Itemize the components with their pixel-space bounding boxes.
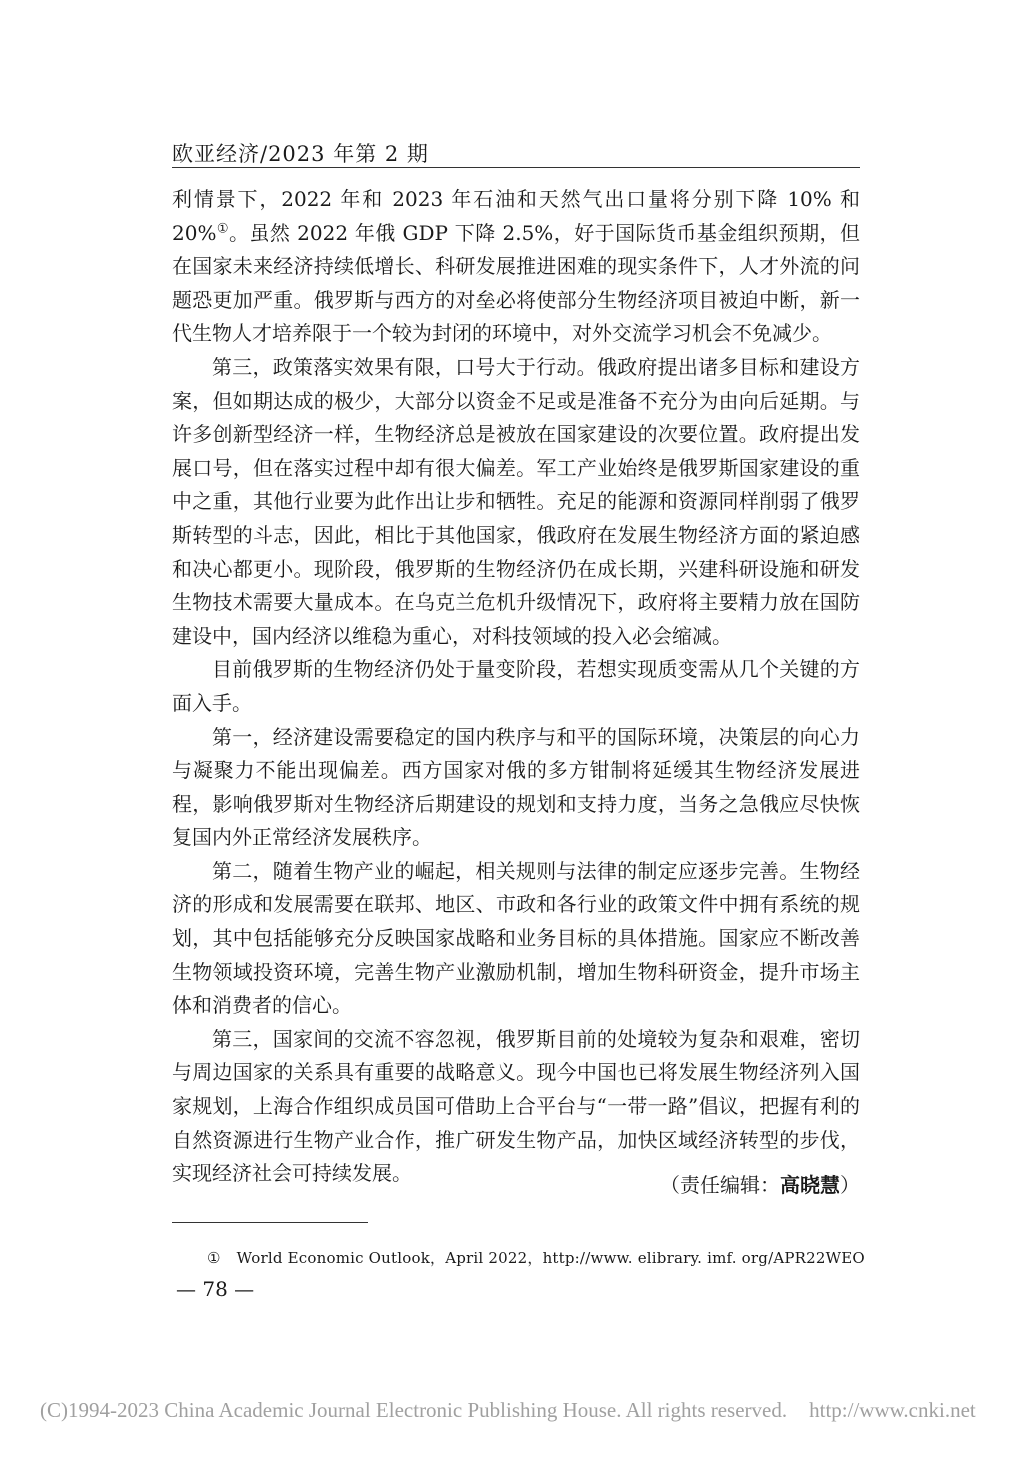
copyright-watermark	[40, 1398, 1000, 1423]
paragraph-4: 第一，经济建设需要稳定的国内秩序与和平的国际环境，决策层的向心力与凝聚力不能出现偏差。西方国家对俄的多方钳制将延缓其生物经济发展进程，影响俄罗斯对生物经济后期建设的规划和支持力度，当务之急俄应尽快恢复国内外正常经济发展秩序。	[172, 724, 860, 850]
copyright-url[interactable]: http://www.cnki.net	[809, 1398, 976, 1422]
paragraph-6: 第三，国家间的交流不容忽视，俄罗斯目前的处境较为复杂和艰难，密切与周边国家的关系具有重要的战略意义。现今中国也已将发展生物经济列入国家规划，上海合作组织成员国可借助上合平台与“一带一路”倡议，把握有利的自然资源进行生物产业合作，推广研发生物产品，加快区域经济转型的步伐，实现经济社会可持续发展。	[172, 1026, 860, 1186]
page-number: — 78 —	[176, 1277, 255, 1301]
paragraph-1	[172, 183, 860, 351]
responsible-editor	[660, 1169, 860, 1198]
copyright-text: (C)1994-2023 China Academic Journal Electronic Publishing House. All rights reserved.	[40, 1398, 788, 1422]
editor-name: 高晓慧	[780, 1173, 840, 1197]
footnote-rule	[172, 1222, 368, 1223]
paragraph-1-text-before: 利情景下，2022 年和 2023 年石油和天然气出口量将分别下降 10% 和 20%	[172, 187, 860, 245]
editor-suffix: ）	[840, 1173, 860, 1197]
paragraph-2: 第三，政策落实效果有限，口号大于行动。俄政府提出诸多目标和建设方案，但如期达成的极少，大部分以资金不足或是准备不充分为由向后延期。与许多创新型经济一样，生物经济总是被放在国家建设的次要位置。政府提出发展口号，但在落实过程中却有很大偏差。军工产业始终是俄罗斯国家建设的重中之重，其他行业要为此作出让步和牺牲。充足的能源和资源同样削弱了俄罗斯转型的斗志，因此，相比于其他国家，俄政府在发展生物经济方面的紧迫感和决心都更小。现阶段，俄罗斯的生物经济仍在成长期，兴建科研设施和研发生物技术需要大量成本。在乌克兰危机升级情况下，政府将主要精力放在国防建设中，国内经济以维稳为重心，对科技领域的投入必会缩减。	[172, 354, 860, 648]
running-header: 欧亚经济/2023 年第 2 期	[172, 142, 429, 166]
footnote-1	[207, 1247, 865, 1268]
header-rule	[172, 167, 860, 168]
footnote-text: World Economic Outlook，April 2022，http://www. elibrary. imf. org/APR22WEO	[236, 1249, 865, 1267]
footnote-ref-1[interactable]: ①	[216, 220, 229, 236]
paragraph-3: 目前俄罗斯的生物经济仍处于量变阶段，若想实现质变需从几个关键的方面入手。	[172, 657, 860, 715]
footnote-mark: ①	[207, 1249, 221, 1267]
editor-prefix: （责任编辑：	[660, 1173, 780, 1197]
paragraph-1-text-after: 。虽然 2022 年俄 GDP 下降 2.5%，好于国际货币基金组织预期，但在国家未来经济持续低增长、科研发展推进困难的现实条件下，人才外流的问题恐更加严重。俄罗斯与西方的对垒必将使部分生物经济项目被迫中断，新一代生物人才培养限于一个较为封闭的环境中，对外交流学习机会不免减少。	[172, 220, 860, 346]
paragraph-5: 第二，随着生物产业的崛起，相关规则与法律的制定应逐步完善。生物经济的形成和发展需要在联邦、地区、市政和各行业的政策文件中拥有系统的规划，其中包括能够充分反映国家战略和业务目标的具体措施。国家应不断改善生物领域投资环境，完善生物产业激励机制，增加生物科研资金，提升市场主体和消费者的信心。	[172, 858, 860, 1018]
article-body	[172, 183, 860, 1191]
